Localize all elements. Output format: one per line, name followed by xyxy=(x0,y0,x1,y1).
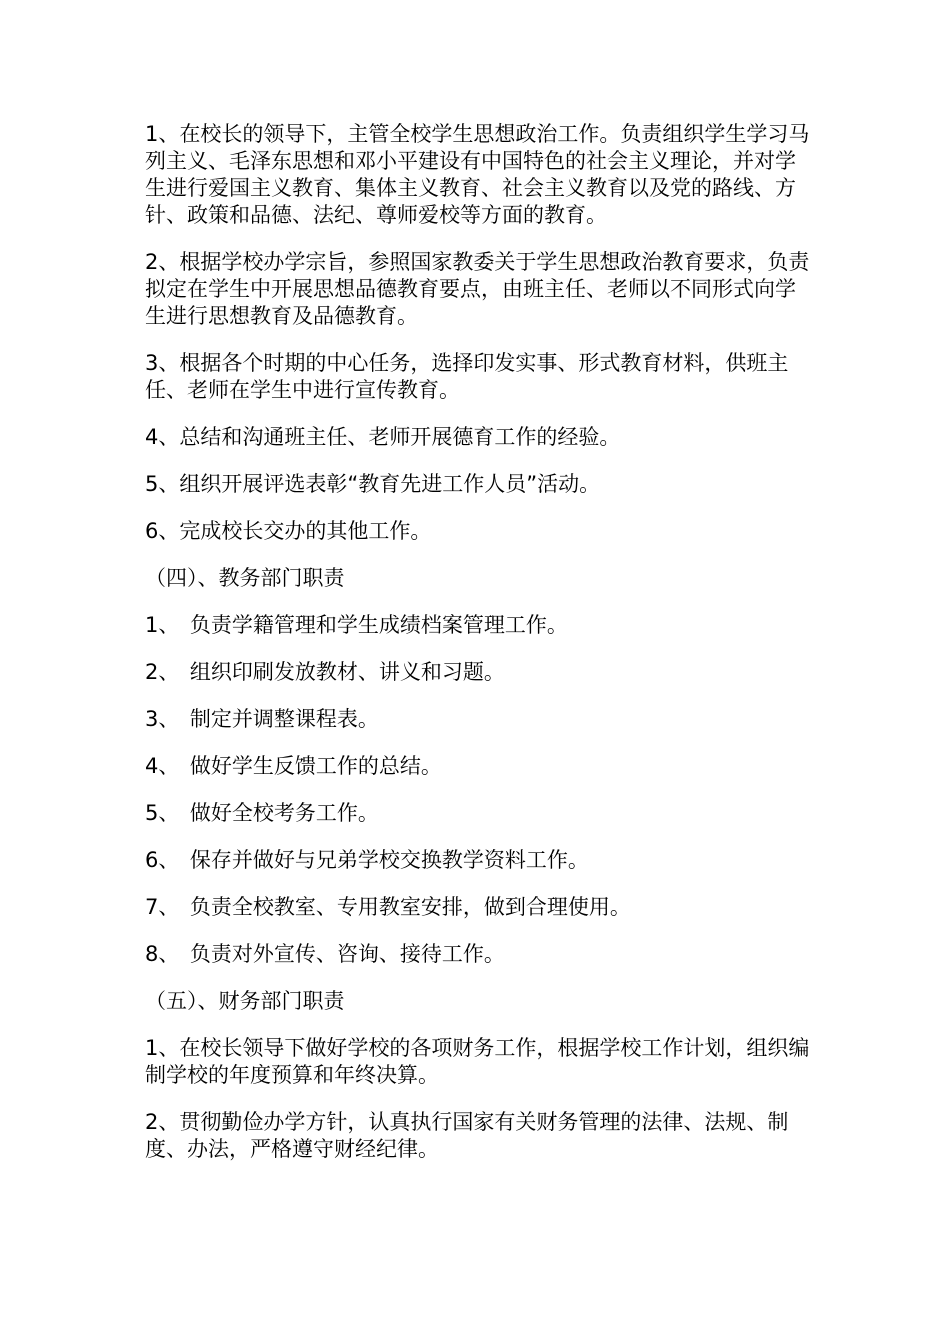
paragraph-s4-7: 7、 负责全校教室、专用教室安排，做到合理使用。 xyxy=(145,895,631,919)
paragraph-s4-2: 2、 组织印刷发放教材、讲义和习题。 xyxy=(145,660,505,684)
paragraph-s5-1: 1、在校长领导下做好学校的各项财务工作，根据学校工作计划，组织编制学校的年度预算和年终决算。 xyxy=(145,1036,810,1087)
paragraph-s3-5: 5、组织开展评选表彰“教育先进工作人员”活动。 xyxy=(145,472,601,496)
paragraph-s4-5: 5、 做好全校考务工作。 xyxy=(145,801,379,825)
paragraph-s3-1: 1、在校长的领导下，主管全校学生思想政治工作。负责组织学生学习马列主义、毛泽东思想和邓小平建设有中国特色的社会主义理论，并对学生进行爱国主义教育、集体主义教育、社会主义教育以及党的路线、方针、政策和品德、法纪、尊师爱校等方面的教育。 xyxy=(145,122,810,227)
document-body xyxy=(145,121,810,1183)
section-heading-academic: （四）、教务部门职责 xyxy=(145,566,345,590)
section-heading-finance: （五）、财务部门职责 xyxy=(145,989,345,1013)
paragraph-s4-8: 8、 负责对外宣传、咨询、接待工作。 xyxy=(145,942,505,966)
paragraph-s3-3: 3、根据各个时期的中心任务，选择印发实事、形式教育材料，供班主任、老师在学生中进行宣传教育。 xyxy=(145,351,789,402)
paragraph-s4-6: 6、 保存并做好与兄弟学校交换教学资料工作。 xyxy=(145,848,589,872)
paragraph-s4-4: 4、 做好学生反馈工作的总结。 xyxy=(145,754,442,778)
paragraph-s4-3: 3、 制定并调整课程表。 xyxy=(145,707,379,731)
paragraph-s3-2: 2、根据学校办学宗旨，参照国家教委关于学生思想政治教育要求，负责拟定在学生中开展思想品德教育要点，由班主任、老师以不同形式向学生进行思想教育及品德教育。 xyxy=(145,250,810,328)
paragraph-s5-2: 2、贯彻勤俭办学方针，认真执行国家有关财务管理的法律、法规、制度、办法，严格遵守财经纪律。 xyxy=(145,1110,789,1161)
paragraph-s3-6: 6、完成校长交办的其他工作。 xyxy=(145,519,432,543)
paragraph-s4-1: 1、 负责学籍管理和学生成绩档案管理工作。 xyxy=(145,613,568,637)
paragraph-s3-4: 4、总结和沟通班主任、老师开展德育工作的经验。 xyxy=(145,425,621,449)
